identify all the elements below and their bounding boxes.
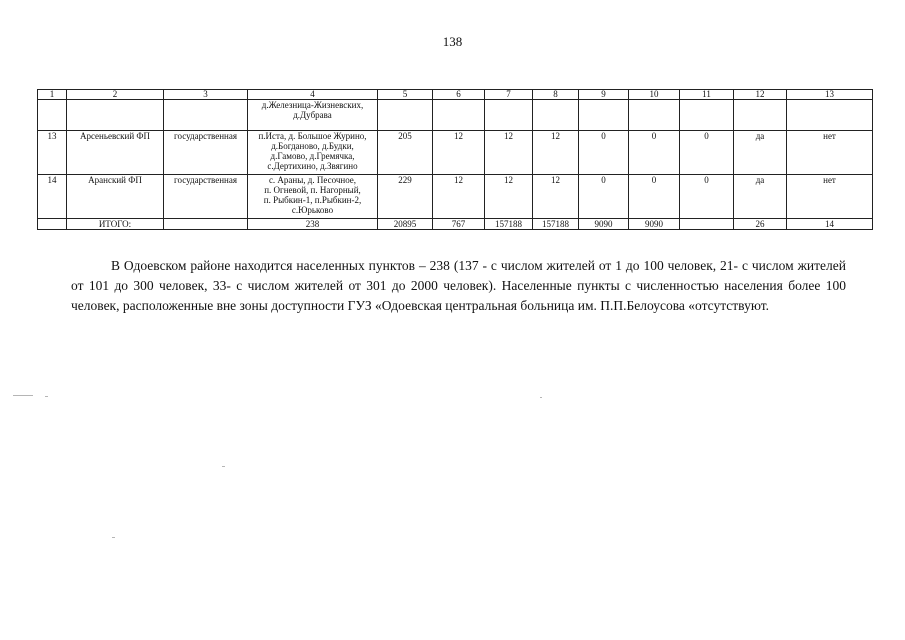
header-cell: 9 [579, 90, 629, 100]
total-cell-13: 14 [787, 219, 873, 230]
page-number: 138 [442, 34, 463, 49]
total-cell-8: 157188 [533, 219, 579, 230]
header-cell: 6 [433, 90, 485, 100]
table-header-row [38, 90, 873, 100]
settlement-line: с.Дертихино, д.Звягино [267, 161, 358, 171]
cell-7: 12 [485, 131, 533, 175]
settlement-line: д.Железница-Жизневских, [261, 100, 364, 110]
cell-6: 12 [433, 175, 485, 219]
row-number: 14 [38, 175, 67, 219]
scan-artifact [13, 395, 33, 396]
cell-8: 12 [533, 131, 579, 175]
table-row-continuation [38, 100, 873, 131]
header-cell: 3 [164, 90, 248, 100]
header-cell: 10 [629, 90, 680, 100]
cell-6: 12 [433, 131, 485, 175]
cell-11: 0 [680, 131, 734, 175]
total-cell-5: 20895 [378, 219, 433, 230]
header-cell: 11 [680, 90, 734, 100]
header-cell: 4 [248, 90, 378, 100]
header-cell: 8 [533, 90, 579, 100]
cell-5: 205 [378, 131, 433, 175]
cell-13: нет [787, 175, 873, 219]
table-total-row [38, 219, 873, 230]
total-cell-12: 26 [734, 219, 787, 230]
settlement-line: с.Юрьково [291, 205, 334, 215]
total-cell-7: 157188 [485, 219, 533, 230]
ownership: государственная [164, 131, 248, 175]
cell-10: 0 [629, 131, 680, 175]
settlements-cell [248, 100, 378, 131]
total-cell-4: 238 [248, 219, 378, 230]
total-cell-9: 9090 [579, 219, 629, 230]
cell-5: 229 [378, 175, 433, 219]
settlement-line: п.Иста, д. Большое Журино, [258, 131, 367, 141]
scan-artifact [540, 397, 542, 398]
total-label: ИТОГО: [67, 219, 164, 230]
scan-artifact [112, 537, 115, 538]
cell-8: 12 [533, 175, 579, 219]
settlements-cell [248, 175, 378, 219]
facilities-table [37, 89, 873, 230]
table-row [38, 175, 873, 219]
total-cell-6: 767 [433, 219, 485, 230]
cell-9: 0 [579, 131, 629, 175]
scan-artifact [222, 466, 225, 467]
facility-name: Аранский ФП [67, 175, 164, 219]
settlement-line: д.Гамово, д.Гремячка, [270, 151, 355, 161]
body-paragraph: В Одоевском районе находится населенных пунктов – 238 (137 - с числом жителей от 1 до 100 человек, 21- с числом жителей от 101 до 300 человек, 33- с числом жителей от 301 до 2000 человек). Населенные пункты с численностью населения более 100 человек, расположенные вне зоны доступности ГУЗ «Одоевская центральная больница им. П.П.Белоусова «отсутствуют. [71, 258, 846, 313]
row-number: 13 [38, 131, 67, 175]
header-cell: 7 [485, 90, 533, 100]
total-cell-10: 9090 [629, 219, 680, 230]
settlement-line: п. Огневой, п. Нагорный, [264, 185, 361, 195]
header-cell: 13 [787, 90, 873, 100]
settlement-line: п. Рыбкин-1, п.Рыбкин-2, [263, 195, 362, 205]
scan-artifact [45, 396, 48, 397]
cell-12: да [734, 175, 787, 219]
settlement-line: д.Дубрава [293, 110, 332, 120]
cell-9: 0 [579, 175, 629, 219]
cell-12: да [734, 131, 787, 175]
total-cell-11 [680, 219, 734, 230]
settlement-line: д.Богданово, д.Будки, [271, 141, 354, 151]
cell-10: 0 [629, 175, 680, 219]
cell-11: 0 [680, 175, 734, 219]
settlements-cell [248, 131, 378, 175]
header-cell: 1 [38, 90, 67, 100]
table-row [38, 131, 873, 175]
header-cell: 12 [734, 90, 787, 100]
ownership: государственная [164, 175, 248, 219]
cell-7: 12 [485, 175, 533, 219]
facility-name: Арсеньевский ФП [67, 131, 164, 175]
header-cell: 2 [67, 90, 164, 100]
cell-13: нет [787, 131, 873, 175]
settlement-line: с. Араны, д. Песочное, [268, 175, 357, 185]
header-cell: 5 [378, 90, 433, 100]
